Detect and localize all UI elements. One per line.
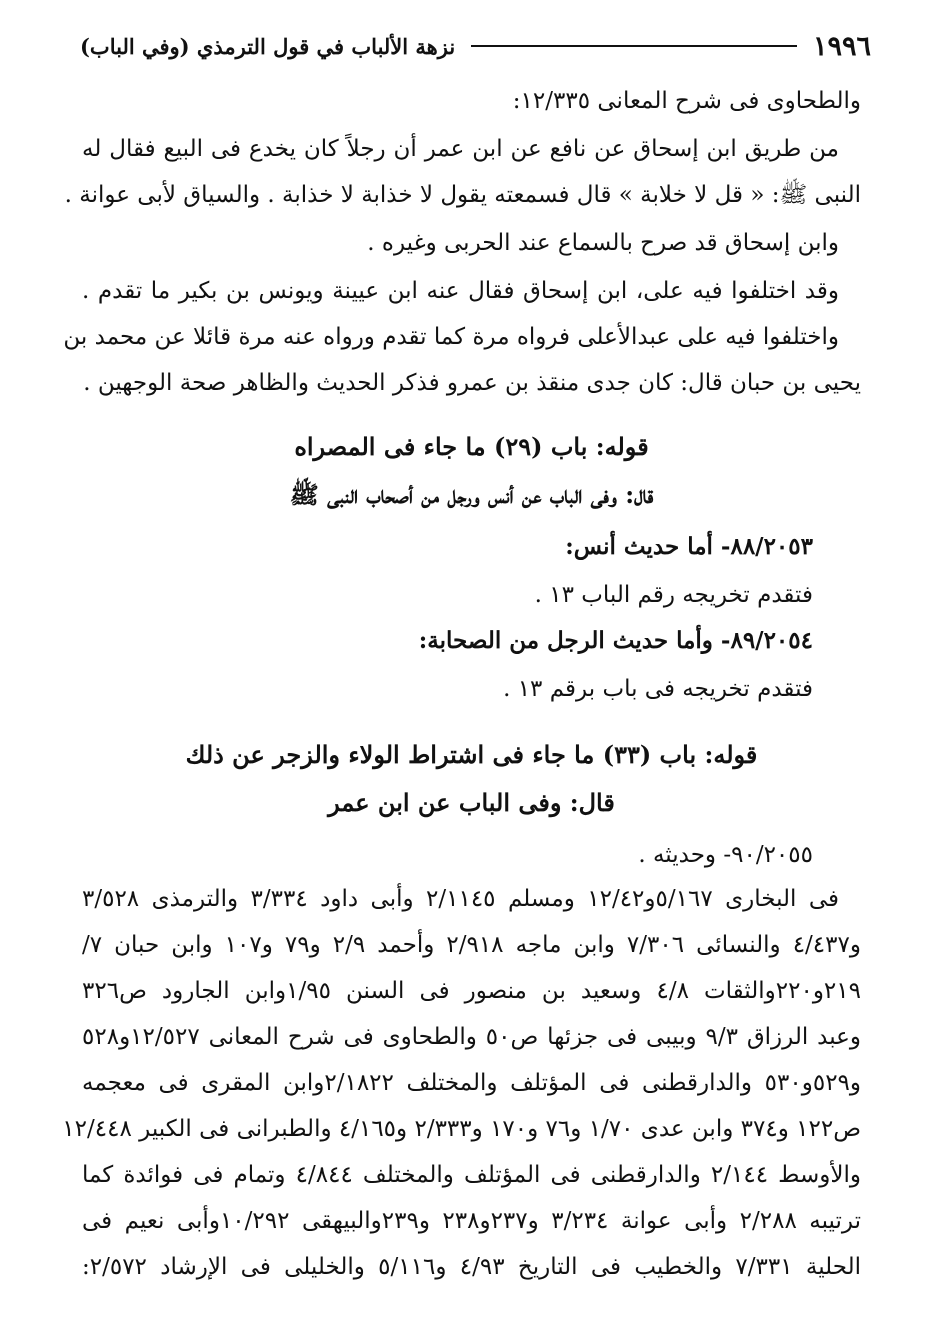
text-line: النبى ﷺ: « قل لا خلابة » قال فسمعته يقول لا خذابة لا خذابة . والسياق لأبى عوانة . bbox=[64, 182, 861, 208]
section-heading: قوله: باب (٢٩) ما جاء فى المصراه bbox=[294, 432, 649, 461]
running-title: نزهة الألباب في قول الترمذي (وفي الباب) bbox=[80, 33, 456, 59]
text-line: فتقدم تخريجه رقم الباب ١٣ . bbox=[534, 582, 813, 608]
hadith-entry: ٨٨/٢٠٥٣- أما حديث أنس: bbox=[565, 533, 813, 560]
section-subheading: قال: وفى الباب عن ابن عمر bbox=[328, 788, 615, 817]
text-line: والطحاوى فى شرح المعانى ١٢/٣٣٥: bbox=[512, 88, 861, 114]
text-line: وعبد الرزاق ٩/٣ وبيبى فى جزئها ص٥٠ والطحاوى فى شرح المعانى ١٢/٥٢٧و٥٢٨ bbox=[82, 1024, 861, 1050]
text-line: فتقدم تخريجه فى باب برقم ١٣ . bbox=[503, 676, 813, 702]
text-line: فى البخارى ٥/١٦٧و١٢/٤٢ ومسلم ٢/١١٤٥ وأبى داود ٣/٣٣٤ والترمذى ٣/٥٢٨ bbox=[82, 886, 840, 912]
text-line: و٥٢٩و٥٣٠ والدارقطنى فى المؤتلف والمختلف ٢/١٨٢٢وابن المقرى فى معجمه bbox=[82, 1070, 862, 1096]
text-line: يحيى بن حبان قال: كان جدى منقذ بن عمرو فذكر الحديث والظاهر صحة الوجهين . bbox=[83, 370, 861, 396]
text-line: من طريق ابن إسحاق عن نافع عن ابن عمر أن رجلاً كان يخدع فى البيع فقال له bbox=[82, 136, 839, 162]
hadith-entry: ٨٩/٢٠٥٤- وأما حديث الرجل من الصحابة: bbox=[418, 627, 813, 654]
text-line: والأوسط ٢/١٤٤ والدارقطنى فى المؤتلف والمختلف ٤/٨٤٤ وتمام فى فوائدة كما bbox=[82, 1162, 861, 1188]
text-line: واختلفوا فيه على عبدالأعلى فرواه مرة كما تقدم ورواه عنه مرة قائلا عن محمد بن bbox=[63, 324, 839, 350]
hadith-entry: ٩٠/٢٠٥٥- وحديثه . bbox=[638, 842, 813, 868]
page-header bbox=[80, 30, 871, 62]
text-line: ٢١٩و٢٢٠والثقات ٤/٨ وسعيد بن منصور فى السنن ١/٩٥وابن الجارود ص٣٢٦ bbox=[82, 978, 861, 1004]
text-line: وابن إسحاق قد صرح بالسماع عند الحربى وغيره . bbox=[367, 230, 839, 256]
page-number: ١٩٩٦ bbox=[812, 30, 871, 62]
text-line: ترتيبه ٢/٢٨٨ وأبى عوانة ٣/٢٣٤ و٢٣٧و٢٣٨ و٢٣٩والبيهقى ١٠/٢٩٢وأبى نعيم فى bbox=[82, 1208, 861, 1234]
text-line: ص١٢٢ و٣٧٤ وابن عدى ١/٧٠ و٧٦ و١٧٠ و٢/٣٣٣ و٤/١٦٥ والطبرانى فى الكبير ١٢/٤٤٨ bbox=[62, 1116, 861, 1142]
text-line: وقد اختلفوا فيه على، ابن إسحاق فقال عنه ابن عيينة ويونس بن بكير ما تقدم . bbox=[82, 278, 839, 304]
text-line: و٤/٤٣٧ والنسائى ٧/٣٠٦ وابن ماجه ٢/٩١٨ وأحمد ٢/٩ و٧٩ و١٠٧ وابن حبان ٧/ bbox=[82, 932, 861, 958]
section-heading: قوله: باب (٣٣) ما جاء فى اشتراط الولاء والزجر عن ذلك bbox=[185, 740, 758, 769]
section-subheading: قال: وفى الباب عن أنس ورجل من أصحاب النبى ﷺ bbox=[289, 480, 654, 509]
header-rule bbox=[471, 45, 797, 47]
text-line: الحلية ٧/٣٣١ والخطيب فى التاريخ ٤/٩٣ و٥/١١٦ والخليلى فى الإرشاد ٢/٥٧٢: bbox=[82, 1254, 861, 1280]
